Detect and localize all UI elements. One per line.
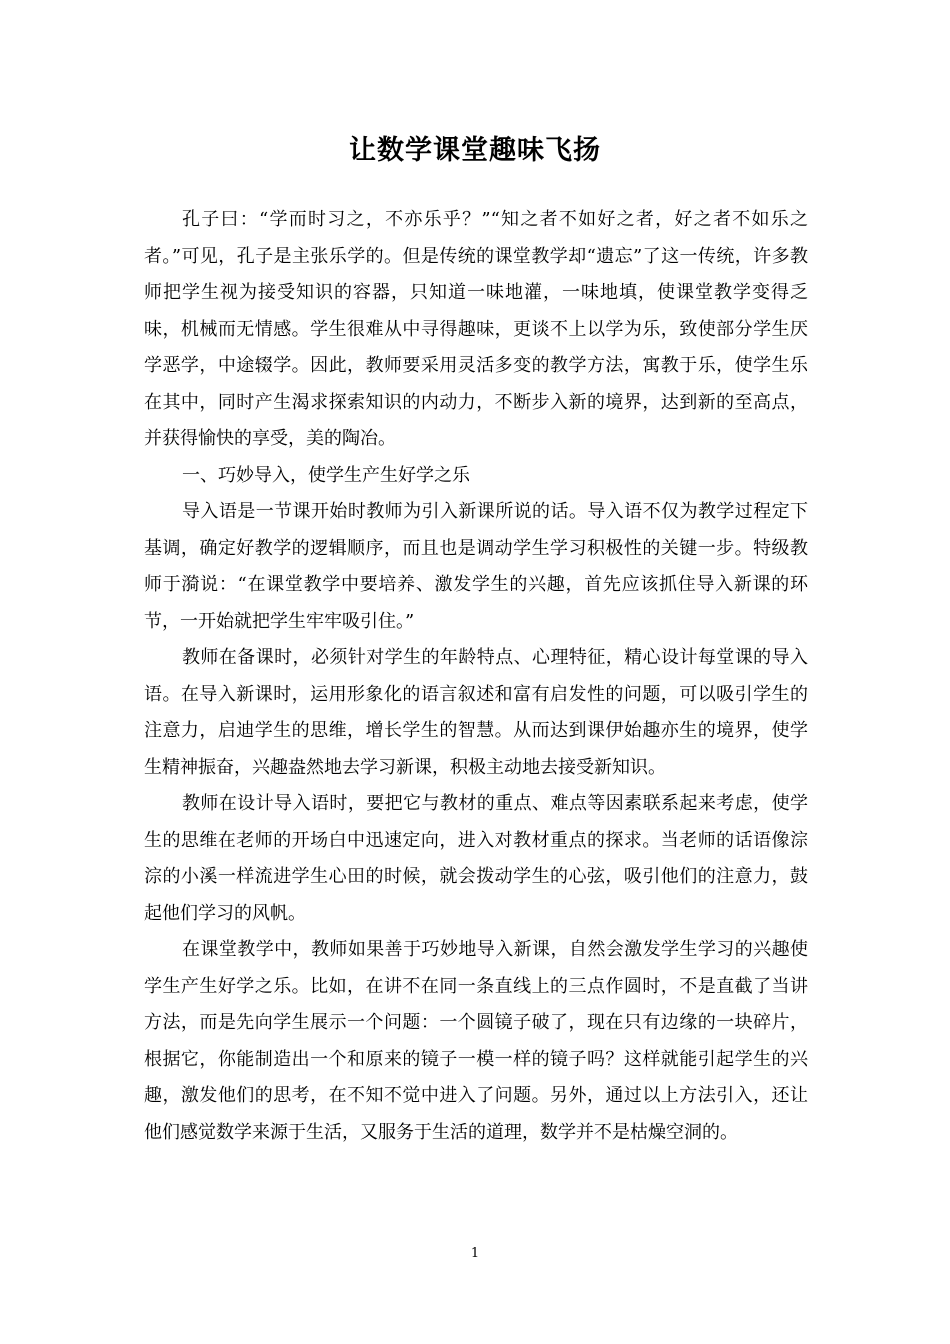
- document-title: 让数学课堂趣味飞扬: [349, 135, 601, 166]
- paragraph: 导入语是一节课开始时教师为引入新课所说的话。导入语不仅为教学过程定下基调，确定好教学的逻辑顺序，而且也是调动学生学习积极性的关键一步。特级教师于漪说：“在课堂教学中要培养、激发学生的兴趣，首先应该抓住导入新课的环节，一开始就把学生牢牢吸引住。”: [144, 501, 808, 632]
- paragraph: 教师在备课时，必须针对学生的年龄特点、心理特征，精心设计每堂课的导入语。在导入新课时，运用形象化的语言叙述和富有启发性的问题，可以吸引学生的注意力，启迪学生的思维，增长学生的智慧。从而达到课伊始趣亦生的境界，使学生精神振奋，兴趣盎然地去学习新课，积极主动地去接受新知识。: [144, 647, 808, 778]
- page-number: 1: [470, 1246, 480, 1261]
- section-heading: 一、巧妙导入，使学生产生好学之乐: [182, 464, 470, 486]
- paragraph: 在课堂教学中，教师如果善于巧妙地导入新课，自然会激发学生学习的兴趣使学生产生好学之乐。比如，在讲不在同一条直线上的三点作圆时，不是直截了当讲方法，而是先向学生展示一个问题：一个圆镜子破了，现在只有边缘的一块碎片，根据它，你能制造出一个和原来的镜子一模一样的镜子吗？这样就能引起学生的兴趣，激发他们的思考，在不知不觉中进入了问题。另外，通过以上方法引入，还让他们感觉数学来源于生活，又服务于生活的道理，数学并不是枯燥空洞的。: [144, 939, 808, 1143]
- paragraph-intro: 孔子曰：“学而时习之，不亦乐乎？”“知之者不如好之者，好之者不如乐之者。”可见，孔子是主张乐学的。但是传统的课堂教学却“遗忘”了这一传统，许多教师把学生视为接受知识的容器，只知道一味地灌，一味地填，使课堂教学变得乏味，机械而无情感。学生很难从中寻得趣味，更谈不上以学为乐，致使部分学生厌学恶学，中途辍学。因此，教师要采用灵活多变的教学方法，寓教于乐，使学生乐在其中，同时产生渴求探索知识的内动力，不断步入新的境界，达到新的至高点，并获得愉快的享受，美的陶冶。: [144, 209, 808, 449]
- document-body: [144, 202, 808, 1151]
- paragraph: 教师在设计导入语时，要把它与教材的重点、难点等因素联系起来考虑，使学生的思维在老师的开场白中迅速定向，进入对教材重点的探求。当老师的话语像淙淙的小溪一样流进学生心田的时候，就会拨动学生的心弦，吸引他们的注意力，鼓起他们学习的风帆。: [144, 793, 808, 924]
